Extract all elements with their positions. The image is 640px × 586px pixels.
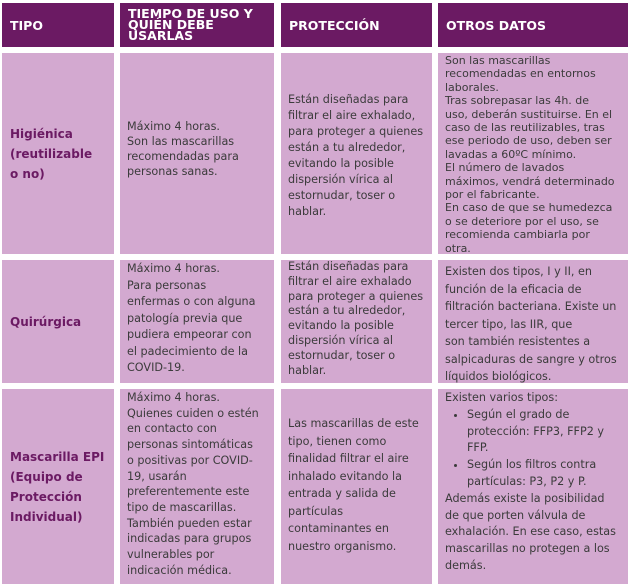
tiempo-text: Máximo 4 horas. Son las mascarillas recomendadas para personas sanas. — [127, 120, 239, 178]
header-otros-label: OTROS DATOS — [446, 17, 546, 33]
row-epi-proteccion — [281, 389, 432, 584]
row-higienica-proteccion — [281, 53, 432, 254]
tiempo-text: Máximo 4 horas. Para personas enfermas o con alguna patología previa que pudiera empeorar con el padecimiento de la COVID-19. — [127, 262, 256, 374]
row-quirurgica-proteccion — [281, 260, 432, 383]
header-otros — [438, 3, 628, 47]
header-proteccion-label: PROTECCIÓN — [289, 17, 380, 33]
header-tipo — [2, 3, 114, 47]
otros-text: Son las mascarillas recomendadas en entornos laborales. Tras sobrepasar las 4h. de uso, deberán sustituirse. En el caso de las reutilizables, tras ese periodo de uso, deben ser lavadas a 60ºC mínimo. El número de lavados máximos, vendrá determinado por el fabricante. En caso de que se humedezca o se deteriore por el uso, se recomienda cambiarla por otra. — [445, 54, 615, 254]
otros-intro: Existen varios tipos: — [445, 391, 558, 404]
row-epi-otros — [438, 389, 628, 584]
type-label: Mascarilla EPI (Equipo de Protección Individual) — [10, 449, 105, 524]
proteccion-text: Las mascarillas de este tipo, tienen como finalidad filtrar el aire inhalado evitando la entrada y salida de partículas contaminantes en nuestro organismo. — [288, 417, 419, 553]
row-epi-type — [2, 389, 114, 584]
type-label: Quirúrgica — [10, 314, 82, 329]
otros-block — [445, 390, 624, 575]
type-label: Higiénica (reutilizable o no) — [10, 126, 93, 181]
row-quirurgica-type — [2, 260, 114, 383]
header-tiempo — [120, 3, 274, 47]
tiempo-text: Máximo 4 horas. Quienes cuiden o estén en contacto con personas sintomáticas o positivas por COVID- 19, usarán preferentemente este tipo de mascarillas. También pueden estar indicadas para grupos vulnerables por indicación médica. — [127, 391, 259, 577]
list-item: • Según los filtros contra partículas: P3, P2 y P. — [467, 457, 624, 491]
otros-text: Existen dos tipos, I y II, en función de la eficacia de filtración bacteriana. Existe un tercer tipo, las IIR, que son también resistentes a salpicaduras de sangre y otros líquidos biológicos. — [445, 265, 617, 383]
header-tiempo-label: TIEMPO DE USO Y QUIÉN DEBE USARLAS — [128, 6, 253, 43]
row-quirurgica-otros — [438, 260, 628, 383]
header-tipo-label: TIPO — [10, 17, 43, 33]
header-proteccion — [281, 3, 432, 47]
row-quirurgica-tiempo — [120, 260, 274, 383]
proteccion-text: Están diseñadas para filtrar el aire exhalado para proteger a quienes están a tu alrededor, evitando la posible dispersión vírica al estornudar, toser o hablar. — [288, 260, 424, 377]
row-higienica-tiempo — [120, 53, 274, 254]
otros-list — [445, 407, 624, 491]
row-higienica-type — [2, 53, 114, 254]
otros-outro: Además existe la posibilidad de que porten válvula de exhalación. En ese caso, estas mascarillas no protegen a los demás. — [445, 491, 616, 572]
list-item: • Según el grado de protección: FFP3, FFP2 y FFP. — [467, 407, 624, 457]
proteccion-text: Están diseñadas para filtrar el aire exhalado, para proteger a quienes están a tu alrededor, evitando la posible dispersión vírica al estornudar, toser o hablar. — [288, 93, 424, 218]
row-epi-tiempo — [120, 389, 274, 584]
row-higienica-otros — [438, 53, 628, 254]
